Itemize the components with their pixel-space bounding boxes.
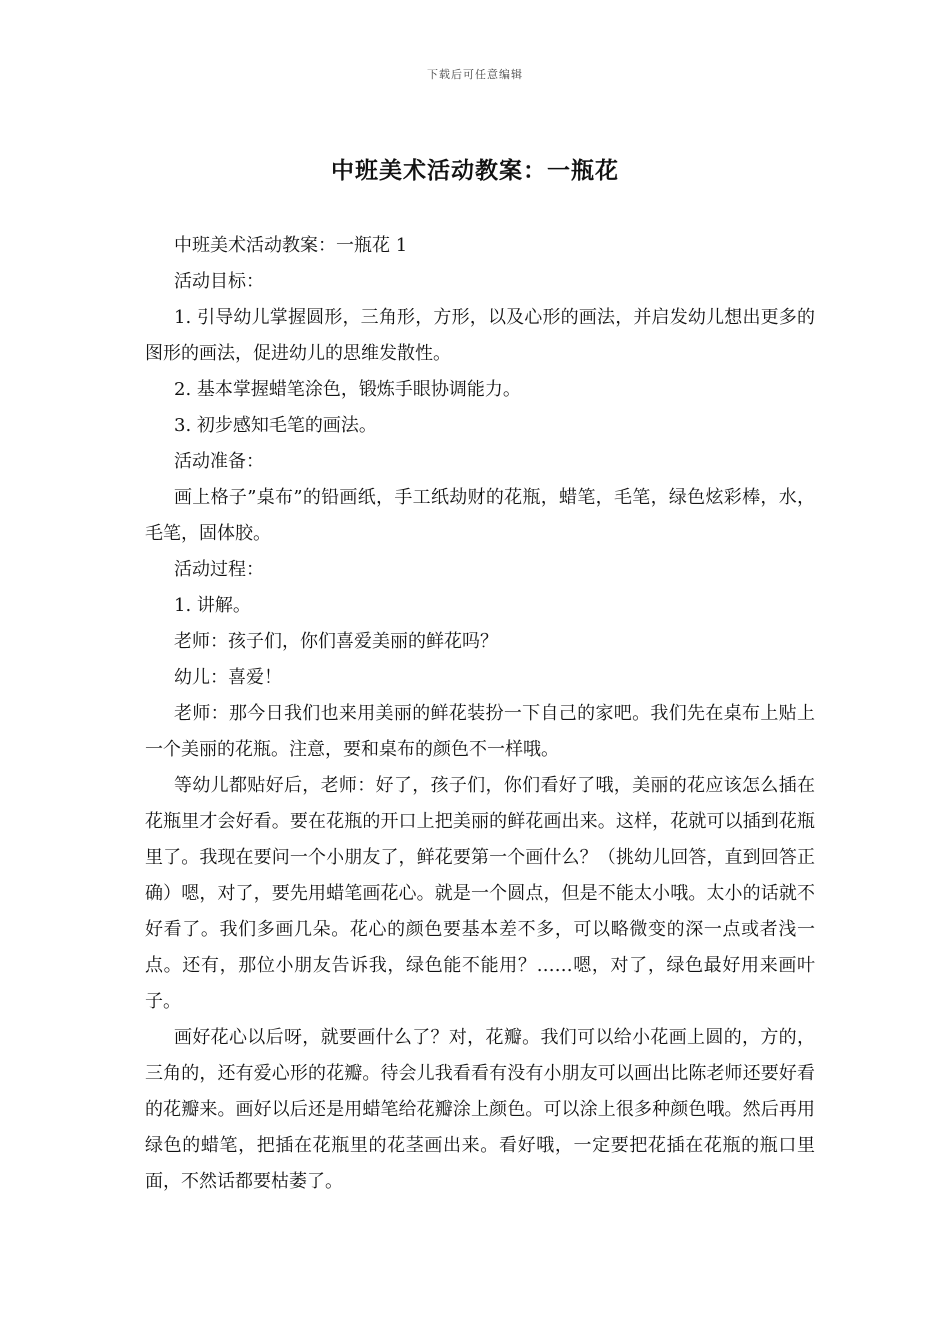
- paragraph-dialogue-3: 老师：那今日我们也来用美丽的鲜花装扮一下自己的家吧。我们先在桌布上贴上一个美丽的花瓶。注意，要和桌布的颜色不一样哦。: [145, 703, 815, 760]
- document-body: [145, 228, 815, 1200]
- paragraph-instruction-1: 等幼儿都贴好后，老师：好了，孩子们，你们看好了哦，美丽的花应该怎么插在花瓶里才会好看。要在花瓶的开口上把美丽的鲜花画出来。这样，花就可以插到花瓶里了。我现在要问一个小朋友了，鲜花要第一个画什么？（挑幼儿回答，直到回答正确）嗯，对了，要先用蜡笔画花心。就是一个圆点，但是不能太小哦。太小的话就不好看了。我们多画几朵。花心的颜色要基本差不多，可以略微变的深一点或者浅一点。还有，那位小朋友告诉我，绿色能不能用？……嗯，对了，绿色最好用来画叶子。: [145, 775, 815, 1012]
- paragraph-dialogue-2: 幼儿：喜爱！: [174, 667, 282, 688]
- paragraph-step-1: 1. 讲解。: [174, 595, 251, 616]
- header-note: 下载后可任意编辑: [427, 68, 523, 81]
- paragraph-goals-heading: 活动目标：: [174, 271, 264, 292]
- paragraph-dialogue-1: 老师：孩子们，你们喜爱美丽的鲜花吗？: [174, 631, 498, 652]
- paragraph-instruction-2: 画好花心以后呀，就要画什么了？对，花瓣。我们可以给小花画上圆的，方的，三角的，还有爱心形的花瓣。待会儿我看看有没有小朋友可以画出比陈老师还要好看的花瓣来。画好以后还是用蜡笔给花瓣涂上颜色。可以涂上很多种颜色哦。然后再用绿色的蜡笔，把插在花瓶里的花茎画出来。看好哦，一定要把花插在花瓶的瓶口里面，不然话都要枯萎了。: [145, 1027, 815, 1192]
- paragraph-process-heading: 活动过程：: [174, 559, 264, 580]
- document-title: 中班美术活动教案：一瓶花: [331, 157, 619, 184]
- paragraph-goal-2: 2. 基本掌握蜡笔涂色，锻炼手眼协调能力。: [174, 379, 521, 400]
- paragraph-goal-1: 1. 引导幼儿掌握圆形，三角形，方形，以及心形的画法，并启发幼儿想出更多的图形的画法，促进幼儿的思维发散性。: [145, 307, 815, 364]
- paragraph-subtitle: 中班美术活动教案：一瓶花 1: [174, 235, 408, 256]
- paragraph-preparation: 画上格子”桌布”的铅画纸，手工纸劫财的花瓶，蜡笔，毛笔，绿色炫彩棒，水，毛笔，固体胶。: [145, 487, 815, 544]
- paragraph-goal-3: 3. 初步感知毛笔的画法。: [174, 415, 377, 436]
- paragraph-preparation-heading: 活动准备：: [174, 451, 264, 472]
